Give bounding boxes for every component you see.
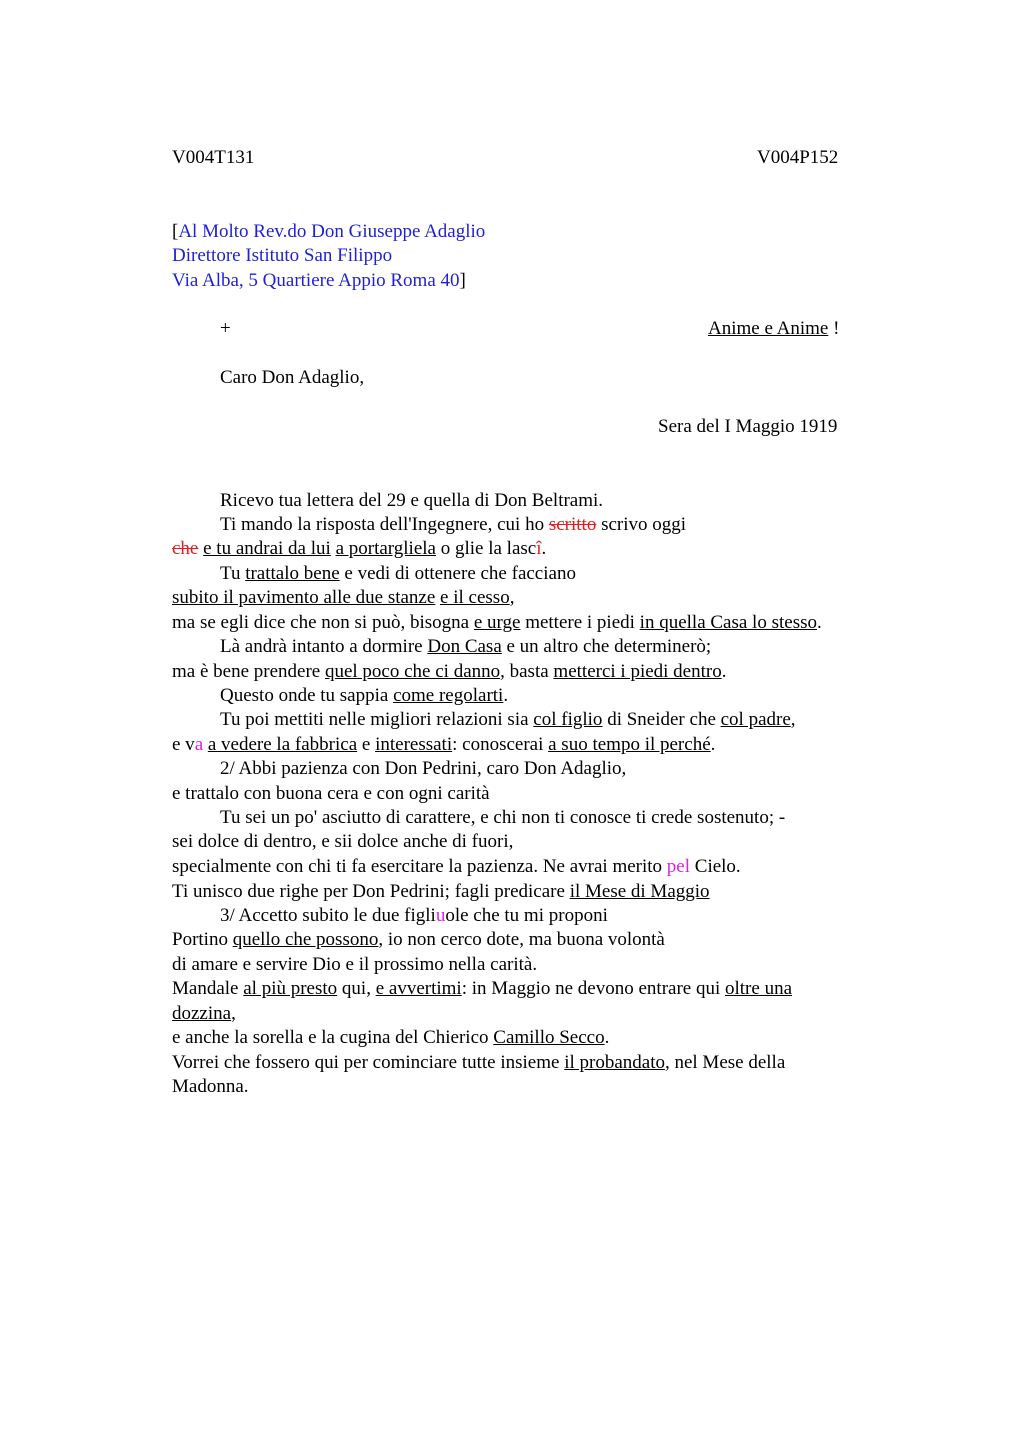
body-line: Tu trattalo bene e vedi di ottenere che facciano bbox=[220, 563, 576, 584]
underlined-text: quello che possono bbox=[232, 929, 379, 950]
body-line: Tu sei un po' asciutto di carattere, e chi non ti conosce ti crede sostenuto; - bbox=[220, 807, 786, 828]
deleted-text: scritto bbox=[548, 514, 597, 535]
inserted-text: a bbox=[194, 734, 204, 755]
body-line: ma se egli dice che non si può, bisogna e urge mettere i piedi in quella Casa lo stesso. bbox=[172, 612, 822, 633]
body-line: di amare e servire Dio e il prossimo nella carità. bbox=[172, 954, 538, 975]
underlined-text: e tu andrai da lui bbox=[203, 538, 331, 559]
underlined-text: metterci i piedi dentro bbox=[553, 661, 722, 682]
body-line: Vorrei che fossero qui per cominciare tutte insieme il probandato, nel Mese della bbox=[172, 1052, 786, 1073]
address-line-3: Via Alba, 5 Quartiere Appio Roma 40 bbox=[172, 270, 460, 291]
body-line: Ti mando la risposta dell'Ingegnere, cui ho scritto scrivo oggi bbox=[220, 514, 687, 535]
underlined-text: come regolarti bbox=[393, 685, 504, 706]
underlined-text: quel poco che ci danno bbox=[324, 661, 501, 682]
body-line: Tu poi mettiti nelle migliori relazioni sia col figlio di Sneider che col padre, bbox=[220, 709, 796, 730]
body-line: Portino quello che possono, io non cerco dote, ma buona volontà bbox=[172, 929, 665, 950]
body-line: 3/ Accetto subito le due figliuole che tu mi proponi bbox=[220, 905, 608, 926]
bracket-open: [ bbox=[172, 221, 179, 242]
body-line: subito il pavimento alle due stanze e il cesso, bbox=[172, 587, 515, 608]
body-line: Madonna. bbox=[172, 1076, 249, 1097]
cross-mark: + bbox=[220, 318, 231, 339]
underlined-text: in quella Casa lo stesso bbox=[639, 612, 817, 633]
body-line: e anche la sorella e la cugina del Chierico Camillo Secco. bbox=[172, 1027, 610, 1048]
underlined-text: Camillo Secco bbox=[493, 1027, 605, 1048]
body-line: ma è bene prendere quel poco che ci danno, basta metterci i piedi dentro. bbox=[172, 661, 727, 682]
underlined-text: a vedere la fabbrica bbox=[207, 734, 358, 755]
body-line: Là andrà intanto a dormire Don Casa e un altro che determinerò; bbox=[220, 636, 712, 657]
document-code-left: V004T131 bbox=[172, 147, 255, 168]
underlined-text: a portargliela bbox=[335, 538, 436, 559]
body-line: sei dolce di dentro, e sii dolce anche di fuori, bbox=[172, 831, 514, 852]
salutation: Caro Don Adaglio, bbox=[220, 367, 365, 388]
inserted-text: pel bbox=[666, 856, 691, 877]
address-line-2: Direttore Istituto San Filippo bbox=[172, 245, 393, 266]
body-line: Mandale al più presto qui, e avvertimi: in Maggio ne devono entrare qui oltre una bbox=[172, 978, 793, 999]
motto-suffix: ! bbox=[828, 318, 840, 339]
underlined-text: interessati bbox=[375, 734, 453, 755]
underlined-text: Don Casa bbox=[427, 636, 502, 657]
body-line: Ricevo tua lettera del 29 e quella di Don Beltrami. bbox=[220, 490, 604, 511]
body-line: dozzina, bbox=[172, 1003, 236, 1024]
underlined-text: subito il pavimento alle due stanze bbox=[172, 587, 436, 608]
motto-text: Anime e Anime bbox=[708, 318, 829, 339]
underlined-text: il Mese di Maggio bbox=[569, 881, 710, 902]
body-line: Questo onde tu sappia come regolarti. bbox=[220, 685, 509, 706]
body-line: e va a vedere la fabbrica e interessati: conoscerai a suo tempo il perché. bbox=[172, 734, 716, 755]
bracket-close: ] bbox=[459, 270, 466, 291]
underlined-text: e avvertimi bbox=[375, 978, 462, 999]
deleted-text: che bbox=[172, 538, 199, 559]
underlined-text: col figlio bbox=[533, 709, 603, 730]
body-line: 2/ Abbi pazienza con Don Pedrini, caro Don Adaglio, bbox=[220, 758, 627, 779]
underlined-text: a suo tempo il perché bbox=[548, 734, 711, 755]
inserted-text: u bbox=[435, 905, 446, 926]
corrected-text: î bbox=[536, 538, 542, 559]
letter-date: Sera del I Maggio 1919 bbox=[658, 416, 838, 437]
body-line: Ti unisco due righe per Don Pedrini; fagli predicare il Mese di Maggio bbox=[172, 881, 710, 902]
underlined-text: e urge bbox=[473, 612, 521, 633]
body-line: specialmente con chi ti fa esercitare la pazienza. Ne avrai merito pel Cielo. bbox=[172, 856, 741, 877]
body-line: che e tu andrai da lui a portargliela o glie la lascî. bbox=[172, 538, 547, 559]
underlined-text: oltre una bbox=[725, 978, 793, 999]
underlined-text: col padre bbox=[720, 709, 791, 730]
underlined-text: e il cesso bbox=[440, 587, 510, 608]
underlined-text: il probandato bbox=[564, 1052, 665, 1073]
underlined-text: al più presto bbox=[243, 978, 338, 999]
document-code-right: V004P152 bbox=[757, 147, 839, 168]
body-line: e trattalo con buona cera e con ogni carità bbox=[172, 783, 490, 804]
motto bbox=[708, 317, 839, 341]
address-line-1: Al Molto Rev.do Don Giuseppe Adaglio bbox=[178, 221, 486, 242]
underlined-text: dozzina bbox=[172, 1003, 232, 1024]
underlined-text: trattalo bene bbox=[245, 563, 340, 584]
